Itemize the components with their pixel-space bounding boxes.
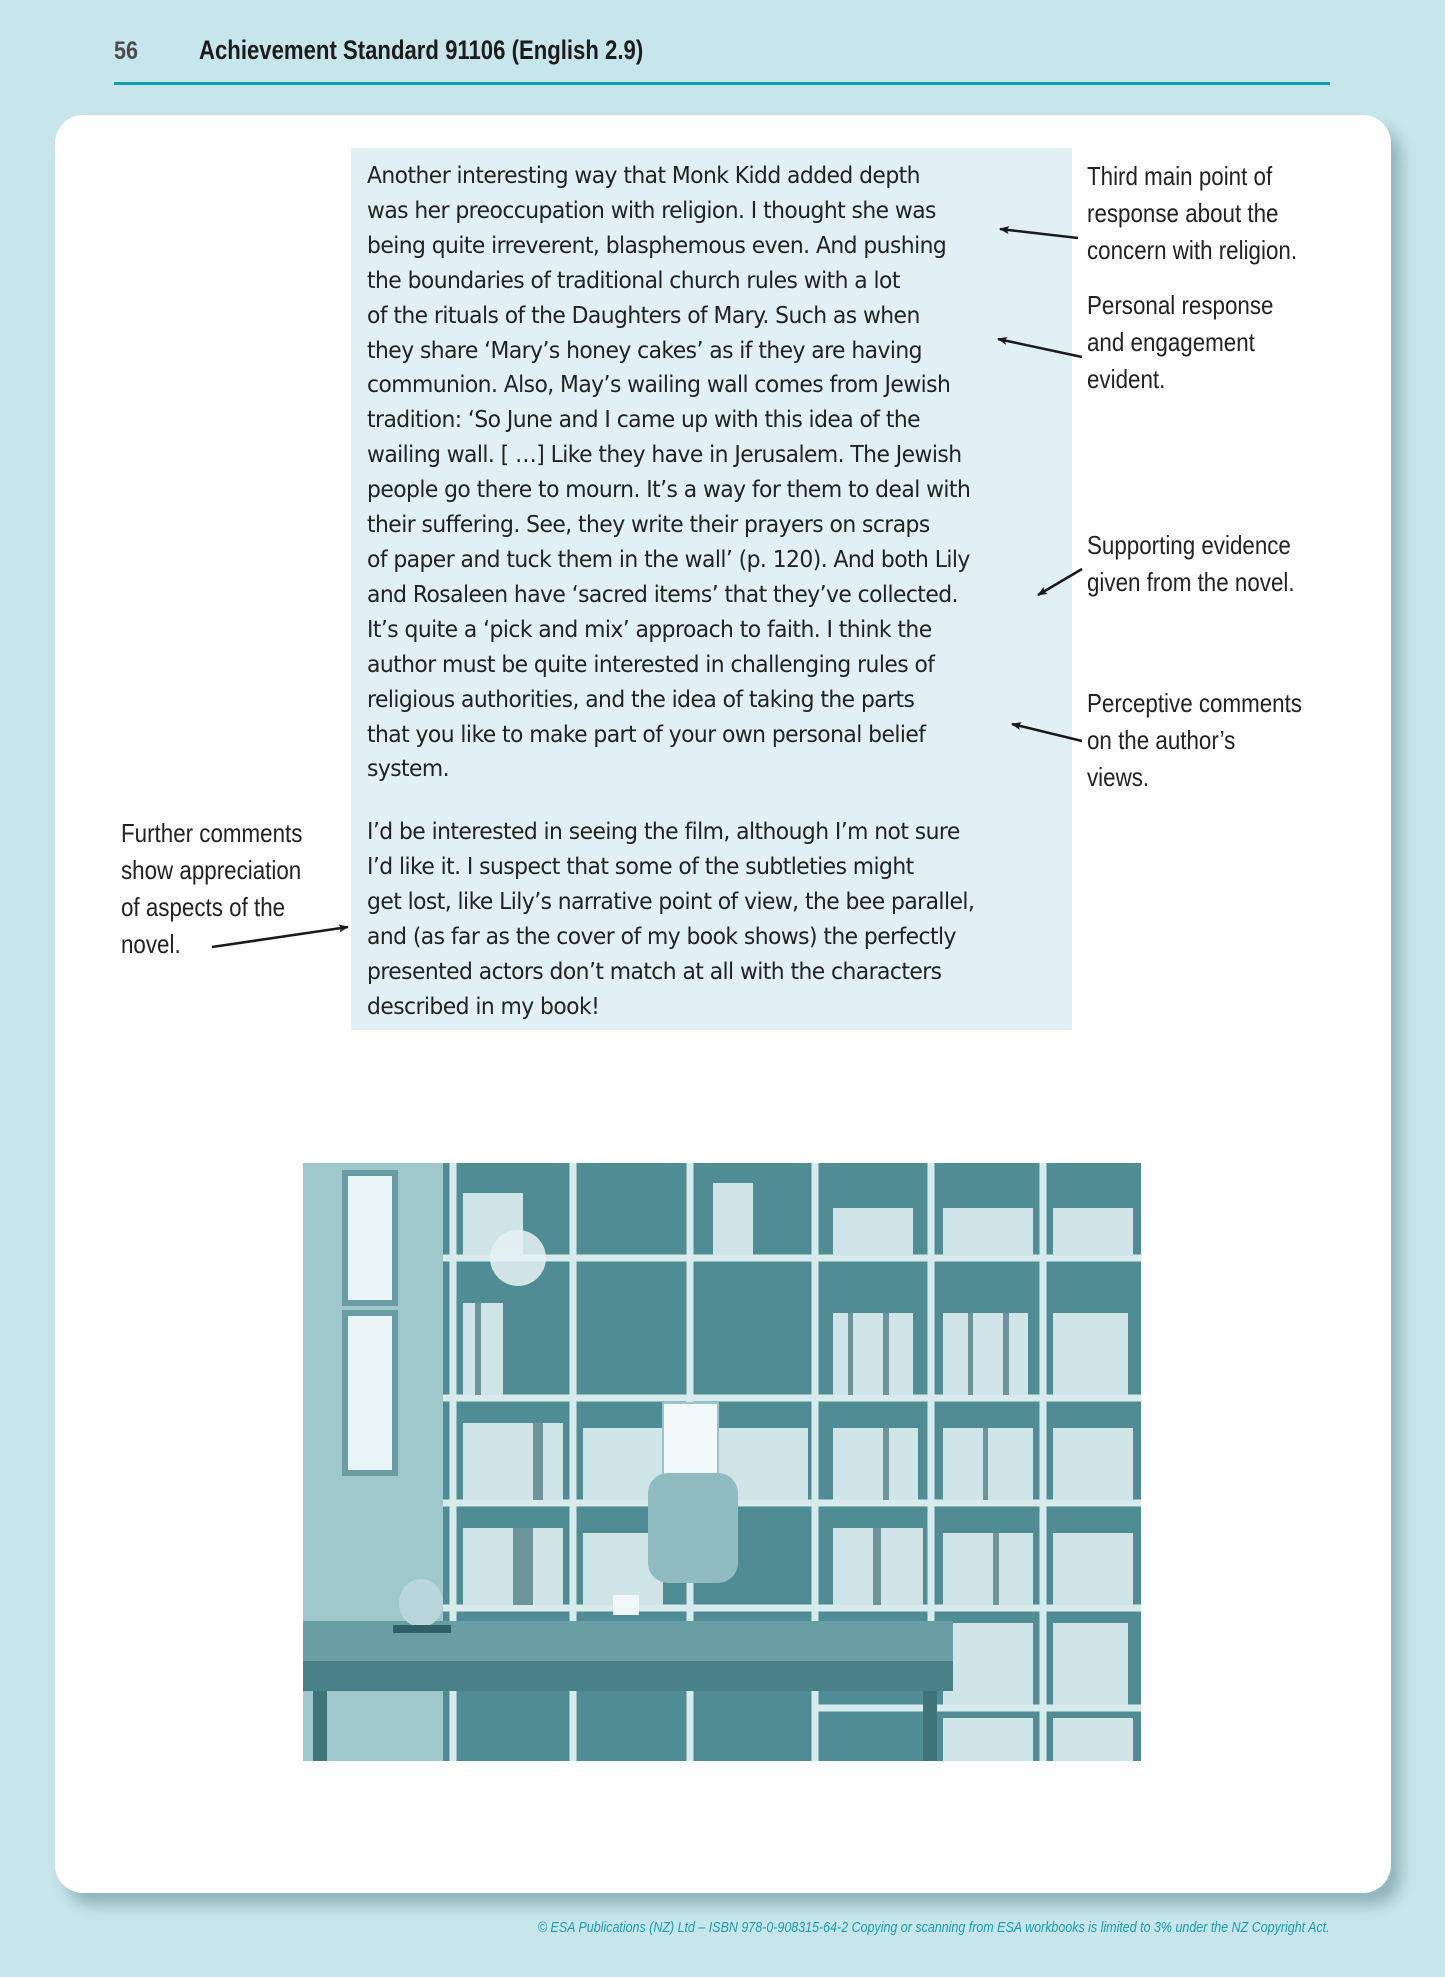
annotation-further-comments: Further comments show appreciation of aspects of the novel. [121,818,303,959]
page-header [114,30,1330,86]
annotation-third-main-point: Third main point of response about the concern with religion. [1087,161,1298,265]
copyright-footer: © ESA Publications (NZ) Ltd – ISBN 978-0-908315-64-2 Copying or scanning from ESA workbooks is limited to 3% under the NZ Copyright Act. [538,1920,1330,1936]
response-paragraph: Another interesting way that Monk Kidd added depth was her preoccupation with religion. I thought she was being quite irreverent, blasphemous even. And pushing the boundaries of traditional church rules with a lot of the rituals of the Daughters of Mary. Such as when they share ‘Mary’s honey cakes’ as if they are having communion. Also, May’s wailing wall comes from Jewish tradition: ‘So June and I came up with this idea of the wailing wall. [ …] Like they have in Jerusalem. The Jewish people go there to mourn. It’s a way for them to deal with their suffering. See, they write their prayers on scraps of paper and tuck them in the wall’ (p. 120). And both Lily and Rosaleen have ‘sacred items’ that they’ve collected. It’s quite a ‘pick and mix’ approach to faith. I think the author must be quite interested in challenging rules of religious authorities, and the idea of taking the parts that you like to make part of your own personal belief system. [367,161,971,783]
annotation-perceptive-comments: Perceptive comments on the author’s views. [1087,688,1302,792]
library-photo [303,1163,1141,1761]
page-number: 56 [114,37,138,65]
response-paragraph: I’d be interested in seeing the film, although I’m not sure I’d like it. I suspect that some of the subtleties might get lost, like Lily’s narrative point of view, the bee parallel, and (as far as the cover of my book shows) the perfectly presented actors don’t match at all with the characters described in my book! [367,817,975,1020]
annotation-personal-response: Personal response and engagement evident. [1087,290,1274,394]
header-divider [114,82,1330,85]
annotation-supporting-evidence: Supporting evidence given from the novel. [1087,530,1295,597]
page-title: Achievement Standard 91106 (English 2.9) [199,35,644,65]
photo-illustration [303,1163,1141,1761]
